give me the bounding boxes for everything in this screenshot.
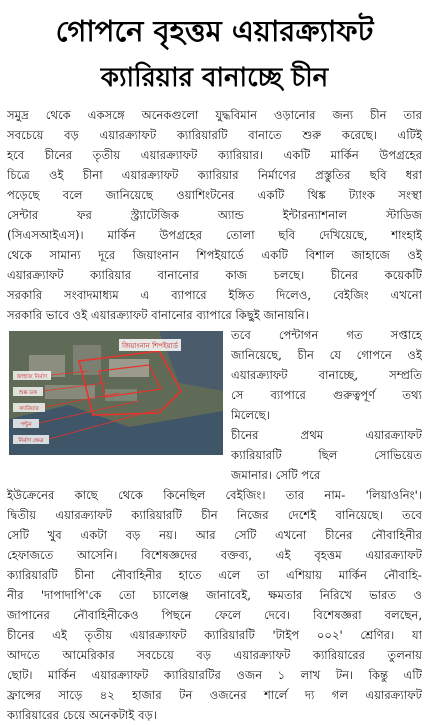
article-line: ফ্রান্সের সাড়ে ৪২ হাজার টন ওজনের শার্লে দ্য গল এয়ারক্র্যাফট bbox=[7, 688, 422, 702]
article-line: (সিএসআইএস)। মার্কিন উপগ্রহের তোলা ছবি দেখিয়েছে, শাংহাই bbox=[7, 228, 422, 242]
article-line: এয়ারক্র্যাফট ক্যারিয়ার বানানোর কাজ চলছে। চীনের কয়েকটি bbox=[7, 268, 422, 282]
article-line: চীনের এই তৃতীয় এয়ারক্র্যাফট ক্যারিয়ারটি 'টাইপ ০০২' শ্রেণির। যা bbox=[7, 628, 422, 642]
satellite-photo bbox=[9, 331, 223, 455]
article-line: ইউক্রেনের কাছে থেকে কিনেছিল বেইজিং। তার নাম- 'লিয়াওনিং'। bbox=[7, 488, 422, 502]
figure-label-3: ক্যারিয়ার bbox=[19, 406, 39, 412]
article-line: ছোট। মার্কিন এয়ারক্র্যাফট ক্যারিয়ারটির ওজন ১ লাখ টন। কিন্তু এটি bbox=[7, 668, 422, 682]
article-line: ক্যারিয়ারটি ছিল সোভিয়েত bbox=[231, 448, 422, 462]
article-line: চিত্রে ওই চীনা এয়ারক্র্যাফট ক্যারিয়ার নির্মাণের প্রস্তুতির ছবি ধরা bbox=[7, 168, 422, 182]
article-line: মিলেছে। bbox=[231, 408, 270, 422]
figure-label-top: জিয়াংনান শিপইয়ার্ড bbox=[122, 342, 178, 350]
headline-line-1: গোপনে বৃহত্তম এয়ারক্র্যাফট bbox=[55, 14, 374, 48]
article-line: সবচেয়ে বড় এয়ারক্র্যাফট ক্যারিয়ারটি বানাতে শুরু করেছে। এটিই bbox=[7, 128, 422, 142]
article-line: সে ব্যাপারে গুরুত্বপূর্ণ তথ্য bbox=[231, 388, 422, 402]
article-line: সমুদ্র থেকে একসঙ্গে অনেকগুলো যুদ্ধবিমান ওড়ানোর জন্য চীন তার bbox=[7, 108, 422, 122]
figure-label-1: জাহাজ নির্মাণ bbox=[16, 374, 48, 380]
satellite-shipyard-icon bbox=[9, 331, 223, 455]
article-line: নীর 'দাপাদাপি'কে তো চ্যালেঞ্জ জানাবেই, ক্ষমতার নিরিখে ভারত ও bbox=[7, 588, 422, 602]
article-line: জানিয়েছে, চীন যে গোপনে ওই bbox=[231, 348, 422, 362]
article-line: দ্বিতীয় এয়ারক্র্যাফট ক্যারিয়ারটি চীন নিজের দেশেই বানিয়েছে। তবে bbox=[7, 508, 422, 522]
article-line: ক্যারিয়ারটি চীনা নৌবাহিনীর হাতে এলে তা এশিয়ায় মার্কিন নৌবাহি- bbox=[7, 568, 422, 582]
article-line: হেফাজতে আসেনি। বিশেষজ্ঞদের বক্তব্য, এই বৃহত্তম এয়ারক্র্যাফট bbox=[7, 548, 422, 562]
figure-label-2: শুষ্ক ডক bbox=[18, 390, 38, 396]
article-line: সেন্টার ফর স্ট্র্যাটেজিক অ্যান্ড ইন্টারন্যাশনাল স্টাডিজ bbox=[7, 208, 422, 222]
article-line: সরকারি সংবাদমাধ্যম এ ব্যাপারে ইঙ্গিত দিলেও, বেইজিং এখনো bbox=[7, 288, 422, 302]
article-line: জমানার। সেটি পরে bbox=[231, 468, 321, 482]
article-line: সরকারি ভাবে ওই এয়ারক্র্যাফট বানানোর ব্যাপারে কিছুই জানায়নি। bbox=[7, 308, 309, 322]
article-line: ক্যারিয়ারের চেয়ে অনেকটাই বড়। bbox=[7, 708, 157, 722]
article-line: হবে চীনের তৃতীয় এয়ারক্র্যাফট ক্যারিয়ার। একটি মার্কিন উপগ্রহের bbox=[7, 148, 422, 162]
article-line: তবে পেন্টাগন গত সপ্তাহে bbox=[231, 328, 422, 342]
article-line: চীনের প্রথম এয়ারক্র্যাফট bbox=[231, 428, 422, 442]
article-line: পড়েছে বলে জানিয়েছে ওয়াশিংটনের একটি থিঙ্ক ট্যাংক সংস্থা bbox=[7, 188, 422, 202]
article-line: সেটি খুব একটা বড় নয়। আর সেটি এখনো চীনের নৌবাহিনীর bbox=[7, 528, 422, 542]
headline-line-2: ক্যারিয়ার বানাচ্ছে চীন bbox=[100, 63, 329, 93]
article-line: এয়ারক্র্যাফট বানাচ্ছে, সম্প্রতি bbox=[231, 368, 422, 382]
article-line: জাপানের নৌবাহিনীকেও পিছনে ফেলে দেবে। বিশেষজ্ঞরা বলছেন, bbox=[7, 608, 422, 622]
figure-label-4: পন্টুন bbox=[20, 422, 32, 428]
article-line: আদতে আমেরিকার সবচেয়ে বড় এয়ারক্র্যাফট ক্যারিয়ারের তুলনায় bbox=[7, 648, 422, 662]
article-line: থেকে সামান্য দূরে জিয়াংনান শিপইয়ার্ডে একটি বিশাল জাহাজে ওই bbox=[7, 248, 422, 262]
figure-label-5: নির্মাণ ক্ষেত্র bbox=[18, 438, 44, 444]
